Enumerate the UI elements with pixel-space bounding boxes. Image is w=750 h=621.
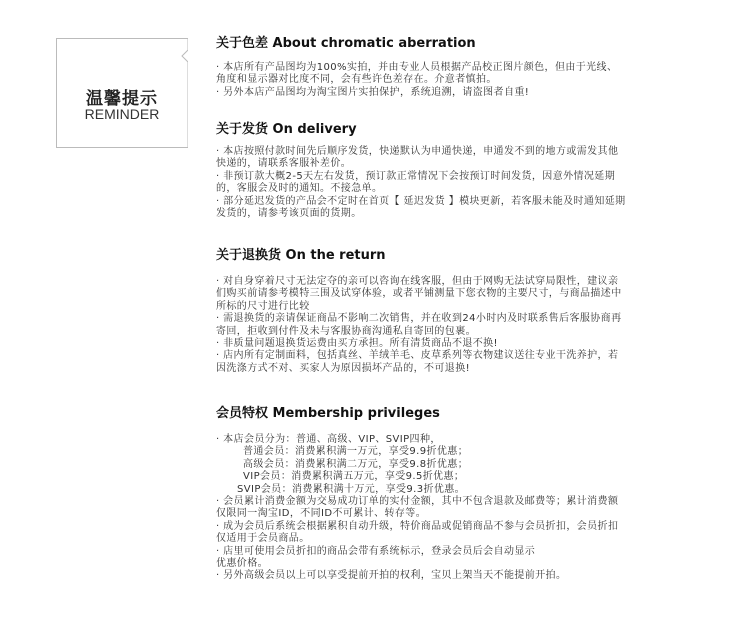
membership-tier-line: 普通会员：消费累积满一万元，享受9.9折优惠； bbox=[243, 446, 469, 458]
text-line: 角度和显示器对比度不同，会有些许色差存在。介意者慎拍。 bbox=[216, 74, 497, 86]
text-line: · 对自身穿着尺寸无法定夺的亲可以咨询在线客服，但由于网购无法试穿局限性，建议亲 bbox=[216, 276, 619, 287]
membership-tier-line: SVIP会员：消费累积满十万元，享受9.3折优惠。 bbox=[237, 483, 466, 495]
text-line: · 成为会员后系统会根据累积自动升级，特价商品或促销商品不参与会员折扣，会员折扣 bbox=[216, 520, 619, 532]
reminder-badge bbox=[56, 38, 188, 148]
text-line: · 非预订款大概2-5天左右发货，预订款正常情况下会按预订时间发货，因意外情况延期 bbox=[216, 170, 616, 182]
text-line: · 本店所有产品图均为100%实拍，并由专业人员根据产品校正图片颜色，但由于光线、 bbox=[216, 62, 618, 73]
section-return bbox=[216, 248, 716, 375]
text-line: · 另外本店产品图均为淘宝图片实拍保护，系统追溯，请盗图者自重! bbox=[216, 86, 530, 98]
section-delivery bbox=[216, 122, 716, 220]
text-line: · 店里可使用会员折扣的商品会带有系统标示，登录会员后会自动显示 bbox=[216, 545, 536, 557]
text-line: 优惠价格。 bbox=[216, 558, 268, 570]
section-title: 会员特权 Membership privileges bbox=[216, 406, 440, 421]
text-line: 因洗涤方式不对、买家人为原因损坏产品的，不可退换! bbox=[216, 362, 471, 374]
text-line: · 另外高级会员以上可以享受提前开拍的权利，宝贝上架当天不能提前开拍。 bbox=[216, 570, 567, 582]
text-line: 的，客服会及时的通知。不接急单。 bbox=[216, 183, 383, 195]
section-title: 关于发货 On delivery bbox=[216, 122, 357, 137]
text-line: · 会员累计消费金额为交易成功订单的实付金额，其中不包含退款及邮费等；累计消费额 bbox=[216, 496, 619, 508]
text-line: 寄回，拒收到付件及未与客服协商沟通私自寄回的包裹。 bbox=[216, 325, 476, 337]
text-line: 仅限同一淘宝ID，不同ID不可累计、转存等。 bbox=[216, 508, 427, 520]
text-line: 快递的，请联系客服补差价。 bbox=[216, 158, 352, 170]
membership-tier-line: VIP会员：消费累积满五万元，享受9.5折优惠； bbox=[243, 471, 465, 483]
section-membership bbox=[216, 406, 716, 583]
text-line: · 本店按照付款时间先后顺序发货，快递默认为申通快递，申通发不到的地方或需发其他 bbox=[216, 146, 619, 157]
membership-tier-line: 高级会员：消费累积满二万元，享受9.8折优惠； bbox=[243, 458, 469, 470]
text-line: 们购买前请参考模特三围及试穿体验，或者平铺测量下您衣物的主要尺寸，与商品描述中 bbox=[216, 288, 622, 300]
badge-subtitle: REMINDER bbox=[84, 106, 160, 122]
text-line: · 需退换货的亲请保证商品不影响二次销售，并在收到24小时内及时联系售后客服协商再 bbox=[216, 313, 622, 325]
section-title: 关于色差 About chromatic aberration bbox=[216, 36, 476, 51]
text-line: 发货的，请参考该页面的货期。 bbox=[216, 208, 362, 220]
section-body bbox=[216, 434, 716, 583]
section-body bbox=[216, 62, 716, 99]
text-line: · 部分延迟发货的产品会不定时在首页【 延迟发货 】模块更新，若客服未能及时通知延期 bbox=[216, 195, 626, 207]
text-line: · 非质量问题退换货运费由买方承担。所有清货商品不退不换! bbox=[216, 338, 498, 350]
section-body bbox=[216, 276, 716, 375]
section-title: 关于退换货 On the return bbox=[216, 248, 386, 263]
text-line: · 店内所有定制面料，包括真丝、羊绒羊毛、皮草系列等衣物建议送往专业干洗养护，若 bbox=[216, 350, 619, 362]
text-line: 仅适用于会员商品。 bbox=[216, 533, 310, 545]
section-body bbox=[216, 146, 716, 220]
badge-title: 温馨提示 bbox=[86, 89, 158, 109]
text-line: 所标的尺寸进行比较 bbox=[216, 300, 310, 312]
section-chromatic-aberration bbox=[216, 36, 716, 99]
text-line: · 本店会员分为：普通、高级、VIP、SVIP四种， bbox=[216, 434, 441, 445]
